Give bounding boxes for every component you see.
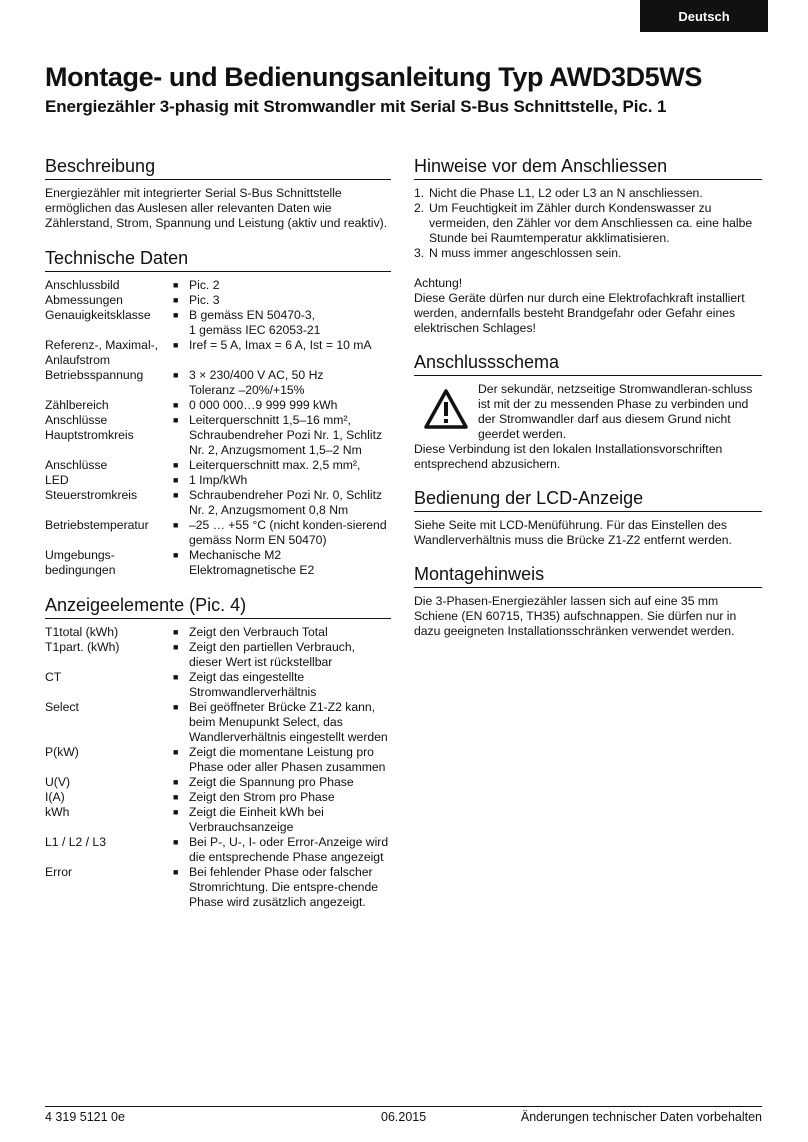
display-element-description: ■ Zeigt die Spannung pro Phase bbox=[173, 775, 391, 790]
section-bedienung bbox=[414, 487, 762, 548]
display-element-row bbox=[45, 625, 391, 640]
spec-label: Anschlüsse Hauptstromkreis bbox=[45, 413, 134, 442]
warning-block bbox=[414, 382, 762, 442]
display-element-description: ■ Zeigt den Verbrauch Total bbox=[173, 625, 391, 640]
left-column bbox=[45, 155, 391, 910]
spec-label: Betriebsspannung bbox=[45, 368, 144, 382]
list-item: 2. Um Feuchtigkeit im Zähler durch Kondenswasser zu vermeiden, den Zähler vor dem Anschliessen ca. eine halbe Stunde bei Raumtemperatur akklimatisieren. bbox=[414, 201, 753, 245]
spec-row bbox=[45, 488, 391, 518]
section-heading: Beschreibung bbox=[45, 155, 391, 180]
display-element-row bbox=[45, 640, 391, 670]
spec-value: ■ –25 … +55 °C (nicht konden-sierend gemäss Norm EN 50470) bbox=[173, 518, 391, 548]
section-beschreibung bbox=[45, 155, 391, 231]
right-column bbox=[414, 155, 762, 639]
spec-row bbox=[45, 368, 391, 398]
display-element-label: L1 / L2 / L3 bbox=[45, 835, 106, 849]
spec-value: ■ Pic. 2 bbox=[173, 278, 391, 293]
spec-row bbox=[45, 518, 391, 548]
spec-row bbox=[45, 413, 391, 458]
list-item: 3. N muss immer angeschlossen sein. bbox=[414, 246, 622, 260]
spec-label: Anschlussbild bbox=[45, 278, 120, 292]
spec-value: 1 gemäss IEC 62053-21 bbox=[189, 323, 321, 337]
spec-value: ■ Mechanische M2 bbox=[173, 548, 391, 563]
section-heading: Montagehinweis bbox=[414, 563, 762, 588]
display-elements-list bbox=[45, 625, 391, 910]
display-element-label: kWh bbox=[45, 805, 70, 819]
spec-label: Referenz-, Maximal-, Anlaufstrom bbox=[45, 338, 159, 367]
display-element-row bbox=[45, 835, 391, 865]
section-technische-daten bbox=[45, 247, 391, 578]
spec-label: Abmessungen bbox=[45, 293, 123, 307]
section-heading: Technische Daten bbox=[45, 247, 391, 272]
section-heading: Hinweise vor dem Anschliessen bbox=[414, 155, 762, 180]
section-text: Energiezähler mit integrierter Serial S-Bus Schnittstelle ermöglichen das Auslesen aller relevanten Daten wie Zählerstand, Strom, Spannung und Leistung (aktiv und reaktiv). bbox=[45, 186, 388, 230]
spec-value: Elektromagnetische E2 bbox=[189, 563, 315, 577]
section-anschlussschema bbox=[414, 351, 762, 472]
display-element-description: ■ Zeigt das eingestellte Stromwandlerverhältnis bbox=[173, 670, 391, 700]
spec-label: Genauigkeitsklasse bbox=[45, 308, 151, 322]
display-element-label: CT bbox=[45, 670, 62, 684]
spec-value: ■ Leiterquerschnitt max. 2,5 mm², bbox=[173, 458, 391, 473]
spec-label: Zählbereich bbox=[45, 398, 109, 412]
spec-value: ■ 0 000 000…9 999 999 kWh bbox=[173, 398, 391, 413]
section-heading: Anzeigeelemente (Pic. 4) bbox=[45, 594, 391, 619]
achtung-block bbox=[414, 276, 762, 336]
page-title: Montage- und Bedienungsanleitung Typ AWD3D5WS bbox=[45, 62, 702, 92]
spec-value: ■ Leiterquerschnitt 1,5–16 mm², Schraubendreher Pozi Nr. 1, Schlitz Nr. 2, Anzugsmoment 1,5–2 Nm bbox=[173, 413, 391, 458]
display-element-description: ■ Zeigt den partiellen Verbrauch, dieser Wert ist rückstellbar bbox=[173, 640, 391, 670]
spec-label: Umgebungs-bedingungen bbox=[45, 548, 116, 577]
spec-label: LED bbox=[45, 473, 69, 487]
section-montagehinweis bbox=[414, 563, 762, 639]
section-text: Die 3-Phasen-Energiezähler lassen sich auf eine 35 mm Schiene (EN 60715, TH35) aufschnappen. Sie dürfen nur in dazu geeigneten Installationsschränken verwendet werden. bbox=[414, 594, 737, 638]
display-element-row bbox=[45, 775, 391, 790]
display-element-row bbox=[45, 670, 391, 700]
spec-value: ■ B gemäss EN 50470-3, bbox=[173, 308, 391, 323]
spec-row bbox=[45, 458, 391, 473]
section-heading: Anschlussschema bbox=[414, 351, 762, 376]
spec-value: ■ Iref = 5 A, Imax = 6 A, Ist = 10 mA bbox=[173, 338, 391, 353]
warning-text: Der sekundär, netzseitige Stromwandleran-schluss ist mit der zu messenden Phase zu verbinden und der Stromwandler darf aus diesem Grund nicht geerdet werden. bbox=[478, 382, 753, 441]
spec-row bbox=[45, 278, 391, 293]
display-element-label: U(V) bbox=[45, 775, 71, 789]
display-element-label: Select bbox=[45, 700, 79, 714]
display-element-row bbox=[45, 790, 391, 805]
display-element-label: P(kW) bbox=[45, 745, 79, 759]
list-item: 1. Nicht die Phase L1, L2 oder L3 an N anschliessen. bbox=[414, 186, 703, 200]
spec-row bbox=[45, 398, 391, 413]
display-element-description: ■ Zeigt die momentane Leistung pro Phase oder aller Phasen zusammen bbox=[173, 745, 391, 775]
warning-icon bbox=[414, 382, 478, 442]
section-anzeigeelemente bbox=[45, 594, 391, 910]
spec-value: ■ Pic. 3 bbox=[173, 293, 391, 308]
spec-value: Toleranz –20%/+15% bbox=[189, 383, 305, 397]
spec-table bbox=[45, 278, 391, 578]
doc-number: 4 319 5121 0e bbox=[45, 1110, 125, 1124]
spec-label: Steuerstromkreis bbox=[45, 488, 138, 502]
spec-row bbox=[45, 473, 391, 488]
achtung-text: Diese Geräte dürfen nur durch eine Elektrofachkraft installiert werden, andernfalls besteht Brandgefahr oder Gefahr eines elektrischen Schlages! bbox=[414, 291, 745, 335]
spec-value: ■ Schraubendreher Pozi Nr. 0, Schlitz Nr. 2, Anzugsmoment 0,8 Nm bbox=[173, 488, 391, 518]
achtung-title: Achtung! bbox=[414, 276, 463, 290]
spec-row bbox=[45, 548, 391, 578]
spec-label: Anschlüsse bbox=[45, 458, 108, 472]
section-hinweise bbox=[414, 155, 762, 336]
display-element-label: Error bbox=[45, 865, 73, 879]
spec-row bbox=[45, 293, 391, 308]
notes-list bbox=[414, 186, 762, 261]
spec-row bbox=[45, 308, 391, 338]
spec-label: Betriebstemperatur bbox=[45, 518, 149, 532]
display-element-description: ■ Bei P-, U-, I- oder Error-Anzeige wird die entsprechende Phase angezeigt bbox=[173, 835, 391, 865]
spec-row bbox=[45, 338, 391, 368]
page-subtitle: Energiezähler 3-phasig mit Stromwandler mit Serial S-Bus Schnittstelle, Pic. 1 bbox=[45, 97, 667, 116]
display-element-row bbox=[45, 700, 391, 745]
display-element-description: ■ Zeigt die Einheit kWh bei Verbrauchsanzeige bbox=[173, 805, 391, 835]
display-element-label: T1part. (kWh) bbox=[45, 640, 120, 654]
page-footer bbox=[45, 1106, 762, 1129]
display-element-row bbox=[45, 745, 391, 775]
display-element-description: ■ Zeigt den Strom pro Phase bbox=[173, 790, 391, 805]
display-element-description: ■ Bei fehlender Phase oder falscher Stromrichtung. Die entspre-chende Phase wird zusätzlich angezeigt. bbox=[173, 865, 391, 910]
display-element-row bbox=[45, 805, 391, 835]
spec-value: ■ 1 Imp/kWh bbox=[173, 473, 391, 488]
display-element-label: T1total (kWh) bbox=[45, 625, 119, 639]
footer-note: Änderungen technischer Daten vorbehalten bbox=[520, 1110, 762, 1124]
display-element-row bbox=[45, 865, 391, 910]
section-text: Siehe Seite mit LCD-Menüführung. Für das Einstellen des Wandlerverhältnis muss die Brücke Z1-Z2 entfernt werden. bbox=[414, 518, 732, 547]
display-element-description: ■ Bei geöffneter Brücke Z1-Z2 kann, beim Menupunkt Select, das Wandlerverhältnis eingestellt werden bbox=[173, 700, 391, 745]
display-element-label: I(A) bbox=[45, 790, 65, 804]
doc-date: 06.2015 bbox=[381, 1110, 427, 1124]
section-heading: Bedienung der LCD-Anzeige bbox=[414, 487, 762, 512]
language-tab: Deutsch bbox=[640, 0, 768, 32]
spec-value: ■ 3 × 230/400 V AC, 50 Hz bbox=[173, 368, 391, 383]
section-text: Diese Verbindung ist den lokalen Installationsvorschriften entsprechend abzusichern. bbox=[414, 442, 723, 471]
